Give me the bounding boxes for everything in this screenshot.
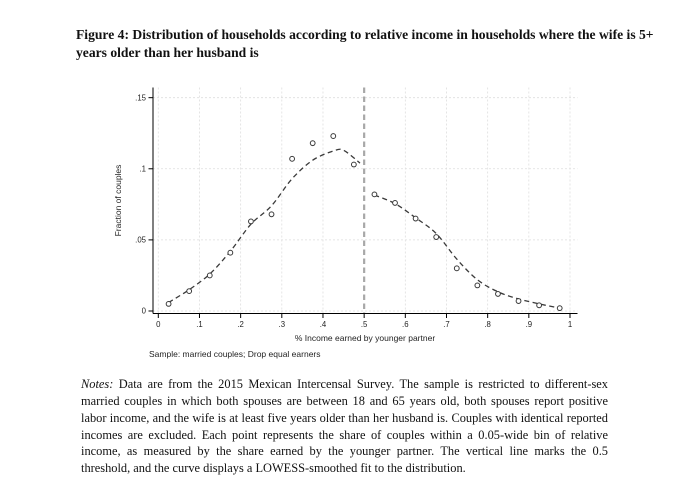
y-tick-label: .05 (135, 235, 146, 245)
x-tick-label: .6 (402, 320, 409, 329)
data-point (269, 212, 274, 217)
data-point (516, 299, 521, 304)
data-point (454, 266, 459, 271)
data-point (187, 289, 192, 294)
data-point (310, 141, 315, 146)
data-point (496, 292, 501, 297)
x-tick-label: .1 (196, 320, 203, 329)
data-point (166, 301, 171, 306)
data-point (372, 192, 377, 197)
x-axis-label: % Income earned by younger partner (294, 333, 436, 343)
data-point (475, 283, 480, 288)
y-axis-label: Fraction of couples (113, 164, 123, 237)
notes-label: Notes: (81, 377, 114, 391)
income-distribution-chart (0, 85, 683, 377)
data-point (434, 235, 439, 240)
data-point (228, 250, 233, 255)
data-point (413, 216, 418, 221)
x-tick-label: .8 (484, 320, 491, 329)
figure-title: Figure 4: Distribution of households according to relative income in households where the wife is 5+ years older than her husband is (76, 27, 654, 61)
data-point (290, 156, 295, 161)
lowess-curve-right (374, 195, 559, 308)
figure-notes (81, 376, 608, 477)
x-tick-label: .3 (278, 320, 286, 329)
data-point (537, 303, 542, 308)
data-point (557, 306, 562, 311)
data-point (331, 134, 336, 139)
x-tick-label: .9 (525, 320, 533, 329)
x-tick-label: .4 (319, 320, 327, 329)
x-tick-label: .2 (237, 320, 244, 329)
data-point (351, 162, 356, 167)
data-point (249, 219, 254, 224)
y-tick-label: .1 (139, 164, 146, 174)
lowess-curve-left (169, 149, 360, 302)
sample-note: Sample: married couples; Drop equal earners (149, 349, 321, 359)
x-tick-label: 0 (156, 320, 161, 329)
x-tick-label: 1 (567, 320, 573, 329)
x-tick-label: .5 (360, 320, 368, 329)
y-tick-label: 0 (141, 306, 146, 316)
y-tick-label: .15 (135, 93, 146, 103)
data-point (393, 201, 398, 206)
notes-text: Data are from the 2015 Mexican Intercensal Survey. The sample is restricted to different-sex married couples in which both spouses are between 18 and 65 years old, both spouses report positive labor income, and the wife is at least five years older than her husband is. Couples with identical reported incomes are excluded. Each point represents the share of couples within a 0.05-wide bin of relative income, as measured by the share earned by the younger partner. The vertical line marks the 0.5 threshold, and the curve displays a LOWESS-smoothed fit to the distribution. (81, 377, 608, 476)
data-point (207, 273, 212, 278)
chart-canvas (0, 85, 683, 377)
x-tick-label: .7 (443, 320, 450, 329)
